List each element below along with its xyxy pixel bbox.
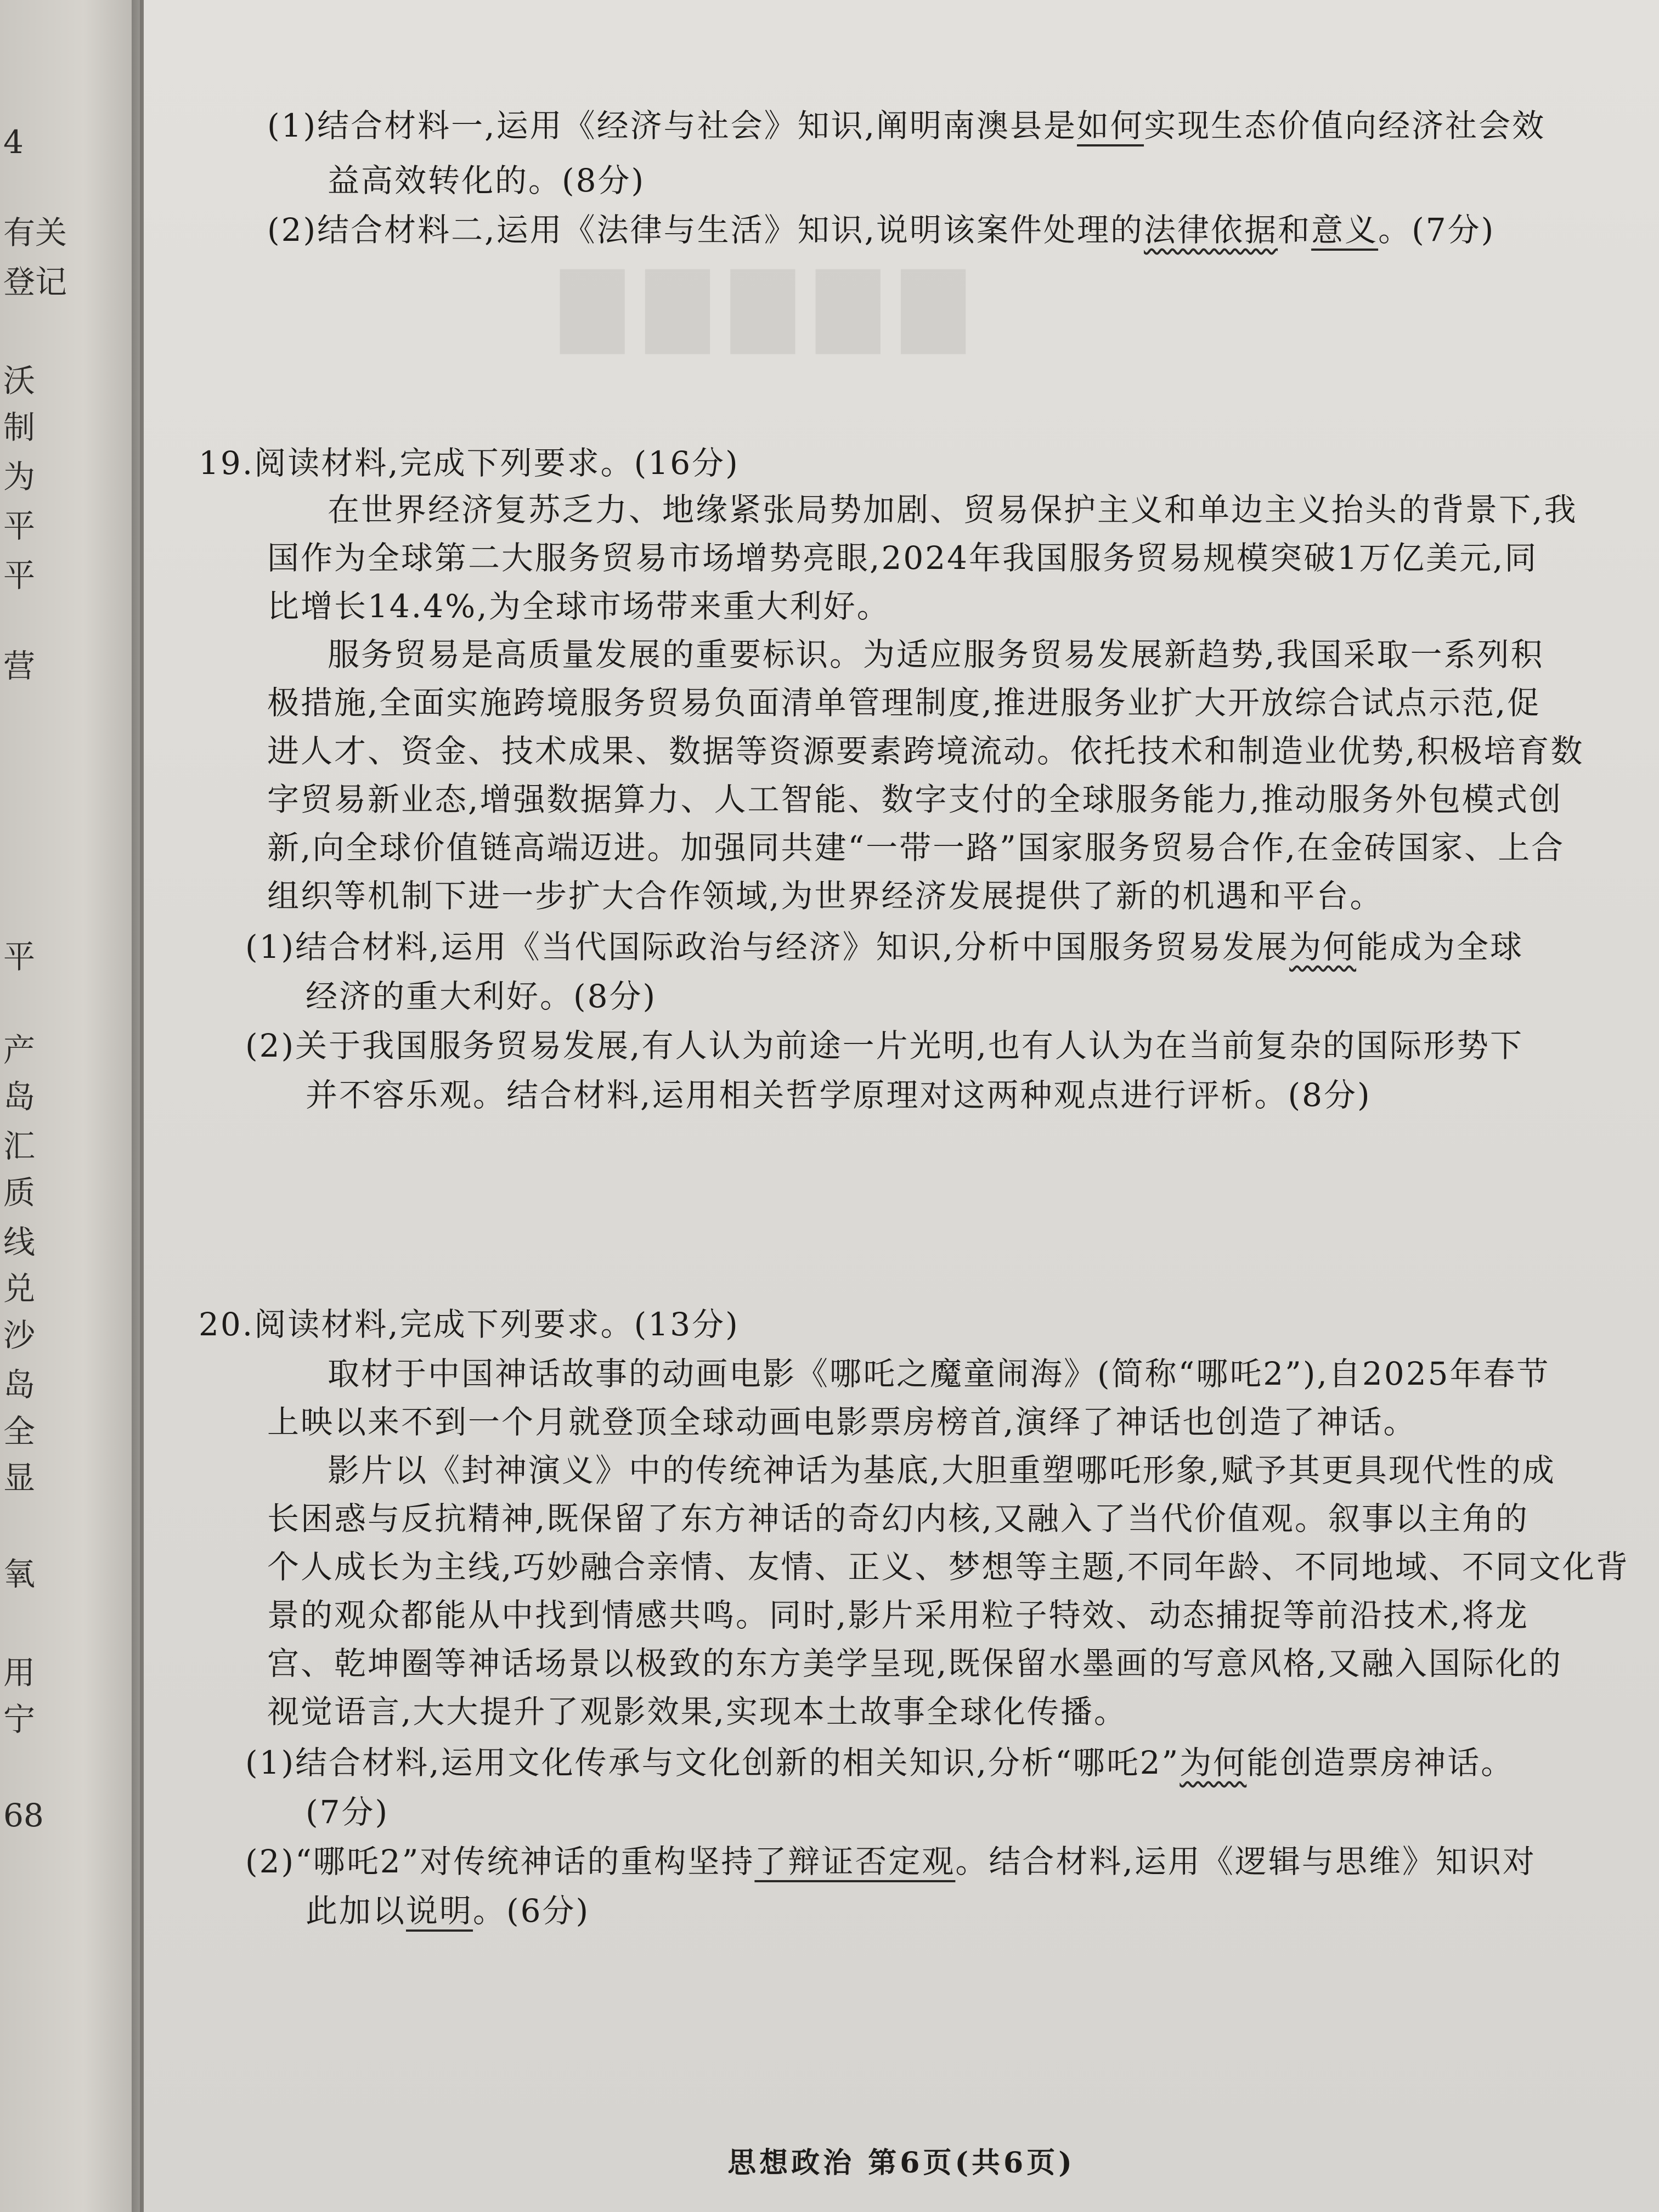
q20-underline-explain: 说明 bbox=[406, 1892, 473, 1929]
q19-p2-line: 进人才、资金、技术成果、数据等资源要素跨境流动。依托技术和制造业优势,积极培育数 bbox=[267, 732, 1584, 770]
q20-p2-line: 长困惑与反抗精神,既保留了东方神话的奇幻内核,又融入了当代价值观。叙事以主角的 bbox=[267, 1500, 1529, 1537]
q20-heading: 20.阅读材料,完成下列要求。(13分) bbox=[199, 1306, 740, 1343]
margin-fragment: 质 bbox=[3, 1174, 36, 1211]
margin-fragment: 全 bbox=[3, 1413, 36, 1450]
margin-fragment: 线 bbox=[3, 1223, 36, 1261]
q19-part2-cont: 并不容乐观。结合材料,运用相关哲学原理对这两种观点进行评析。(8分) bbox=[306, 1076, 1372, 1114]
q20-p2-line: 景的观众都能从中找到情感共鸣。同时,影片采用粒子特效、动态捕捉等前沿技术,将龙 bbox=[267, 1596, 1529, 1634]
margin-fragment: 有关 bbox=[3, 214, 67, 251]
q20-p1-line: 取材于中国神话故事的动画电影《哪吒之魔童闹海》(简称“哪吒2”),自2025年春节 bbox=[328, 1355, 1550, 1392]
q19-p1-line: 比增长14.4%,为全球市场带来重大利好。 bbox=[267, 588, 890, 625]
q19-heading: 19.阅读材料,完成下列要求。(16分) bbox=[199, 444, 740, 482]
margin-fragment: 宁 bbox=[3, 1701, 36, 1738]
q19-p1-line: 国作为全球第二大服务贸易市场增势亮眼,2024年我国服务贸易规模突破1万亿美元,同 bbox=[267, 539, 1538, 577]
q19-p2-line: 服务贸易是高质量发展的重要标识。为适应服务贸易发展新趋势,我国采取一系列积 bbox=[328, 636, 1544, 673]
margin-fragment: 制 bbox=[3, 409, 36, 446]
q20-p2-line: 个人成长为主线,巧妙融合亲情、友情、正义、梦想等主题,不同年龄、不同地域、不同文化背 bbox=[267, 1548, 1629, 1585]
q19-part2: (2)关于我国服务贸易发展,有人认为前途一片光明,也有人认为在当前复杂的国际形势下 bbox=[245, 1027, 1524, 1064]
margin-fragment: 兑 bbox=[3, 1270, 36, 1307]
reverse-side-bleed: ▇▇▇▇▇ bbox=[561, 258, 987, 353]
q20-p2-line: 影片以《封神演义》中的传统神话为基底,大胆重塑哪吒形象,赋予其更具现代性的成 bbox=[328, 1452, 1556, 1489]
q19-p2-line: 极措施,全面实施跨境服务贸易负面清单管理制度,推进服务业扩大开放综合试点示范,促 bbox=[267, 684, 1541, 721]
margin-fragment: 显 bbox=[3, 1459, 36, 1497]
margin-fragment: 沙 bbox=[3, 1317, 36, 1354]
adjacent-page-strip bbox=[0, 0, 140, 2212]
q18-part1: (1)结合材料一,运用《经济与社会》知识,阐明南澳县是如何实现生态价值向经济社会效 bbox=[267, 107, 1546, 144]
q20-p2-line: 宫、乾坤圈等神话场景以极致的东方美学呈现,既保留水墨画的写意风格,又融入国际化的 bbox=[267, 1645, 1562, 1682]
margin-fragment: 登记 bbox=[3, 263, 67, 301]
margin-fragment: 用 bbox=[3, 1654, 36, 1691]
q19-part1: (1)结合材料,运用《当代国际政治与经济》知识,分析中国服务贸易发展为何能成为全球 bbox=[245, 928, 1524, 966]
margin-fragment: 氧 bbox=[3, 1555, 36, 1593]
q18-underline-meaning: 意义 bbox=[1311, 211, 1379, 249]
q19-p2-line: 新,向全球价值链高端迈进。加强同共建“一带一路”国家服务贸易合作,在金砖国家、上合 bbox=[267, 829, 1565, 866]
margin-fragment: 营 bbox=[3, 647, 36, 685]
q20-p2-line: 视觉语言,大大提升了观影效果,实现本土故事全球化传播。 bbox=[267, 1693, 1127, 1730]
margin-fragment: 沃 bbox=[3, 362, 36, 399]
margin-fragment: 为 bbox=[3, 458, 36, 495]
q19-underline-why: 为何 bbox=[1289, 928, 1357, 966]
q19-p2-line: 组织等机制下进一步扩大合作领域,为世界经济发展提供了新的机遇和平台。 bbox=[267, 877, 1384, 915]
q18-underline-how: 如何 bbox=[1077, 107, 1144, 144]
q19-part1-cont: 经济的重大利好。(8分) bbox=[306, 978, 657, 1015]
margin-fragment: 产 bbox=[3, 1031, 36, 1069]
margin-fragment: 汇 bbox=[3, 1127, 36, 1165]
margin-fragment: 岛 bbox=[3, 1078, 36, 1115]
q18-part1-cont: 益高效转化的。(8分) bbox=[328, 162, 646, 199]
q20-part1: (1)结合材料,运用文化传承与文化创新的相关知识,分析“哪吒2”为何能创造票房神话。 bbox=[245, 1744, 1515, 1781]
q20-part2-cont: 此加以说明。(6分) bbox=[306, 1892, 590, 1929]
q20-underline-negation: 了辩证否定观 bbox=[754, 1843, 956, 1880]
q19-p2-line: 字贸易新业态,增强数据算力、人工智能、数字支付的全球服务能力,推动服务外包模式创 bbox=[267, 781, 1562, 818]
q20-part2: (2)“哪吒2”对传统神话的重构坚持了辩证否定观。结合材料,运用《逻辑与思维》知识对 bbox=[245, 1843, 1536, 1880]
q19-p1-line: 在世界经济复苏乏力、地缘紧张局势加剧、贸易保护主义和单边主义抬头的背景下,我 bbox=[328, 491, 1578, 528]
page-footer: 思想政治 第6页(共6页) bbox=[727, 2146, 1075, 2180]
exam-page bbox=[144, 0, 1659, 2212]
q18-underline-basis: 法律依据 bbox=[1144, 211, 1278, 249]
q20-part1-cont: (7分) bbox=[306, 1793, 390, 1831]
margin-fragment: 68 bbox=[3, 1797, 44, 1834]
margin-fragment: 岛 bbox=[3, 1366, 36, 1403]
margin-fragment: 4 bbox=[3, 123, 24, 161]
margin-fragment: 平 bbox=[3, 557, 36, 594]
q20-underline-why: 为何 bbox=[1180, 1744, 1247, 1781]
q20-p1-line: 上映以来不到一个月就登顶全球动画电影票房榜首,演绎了神话也创造了神话。 bbox=[267, 1403, 1417, 1441]
margin-fragment: 平 bbox=[3, 507, 36, 545]
margin-fragment: 平 bbox=[3, 938, 36, 975]
q18-part2: (2)结合材料二,运用《法律与生活》知识,说明该案件处理的法律依据和意义。(7分) bbox=[267, 211, 1496, 249]
